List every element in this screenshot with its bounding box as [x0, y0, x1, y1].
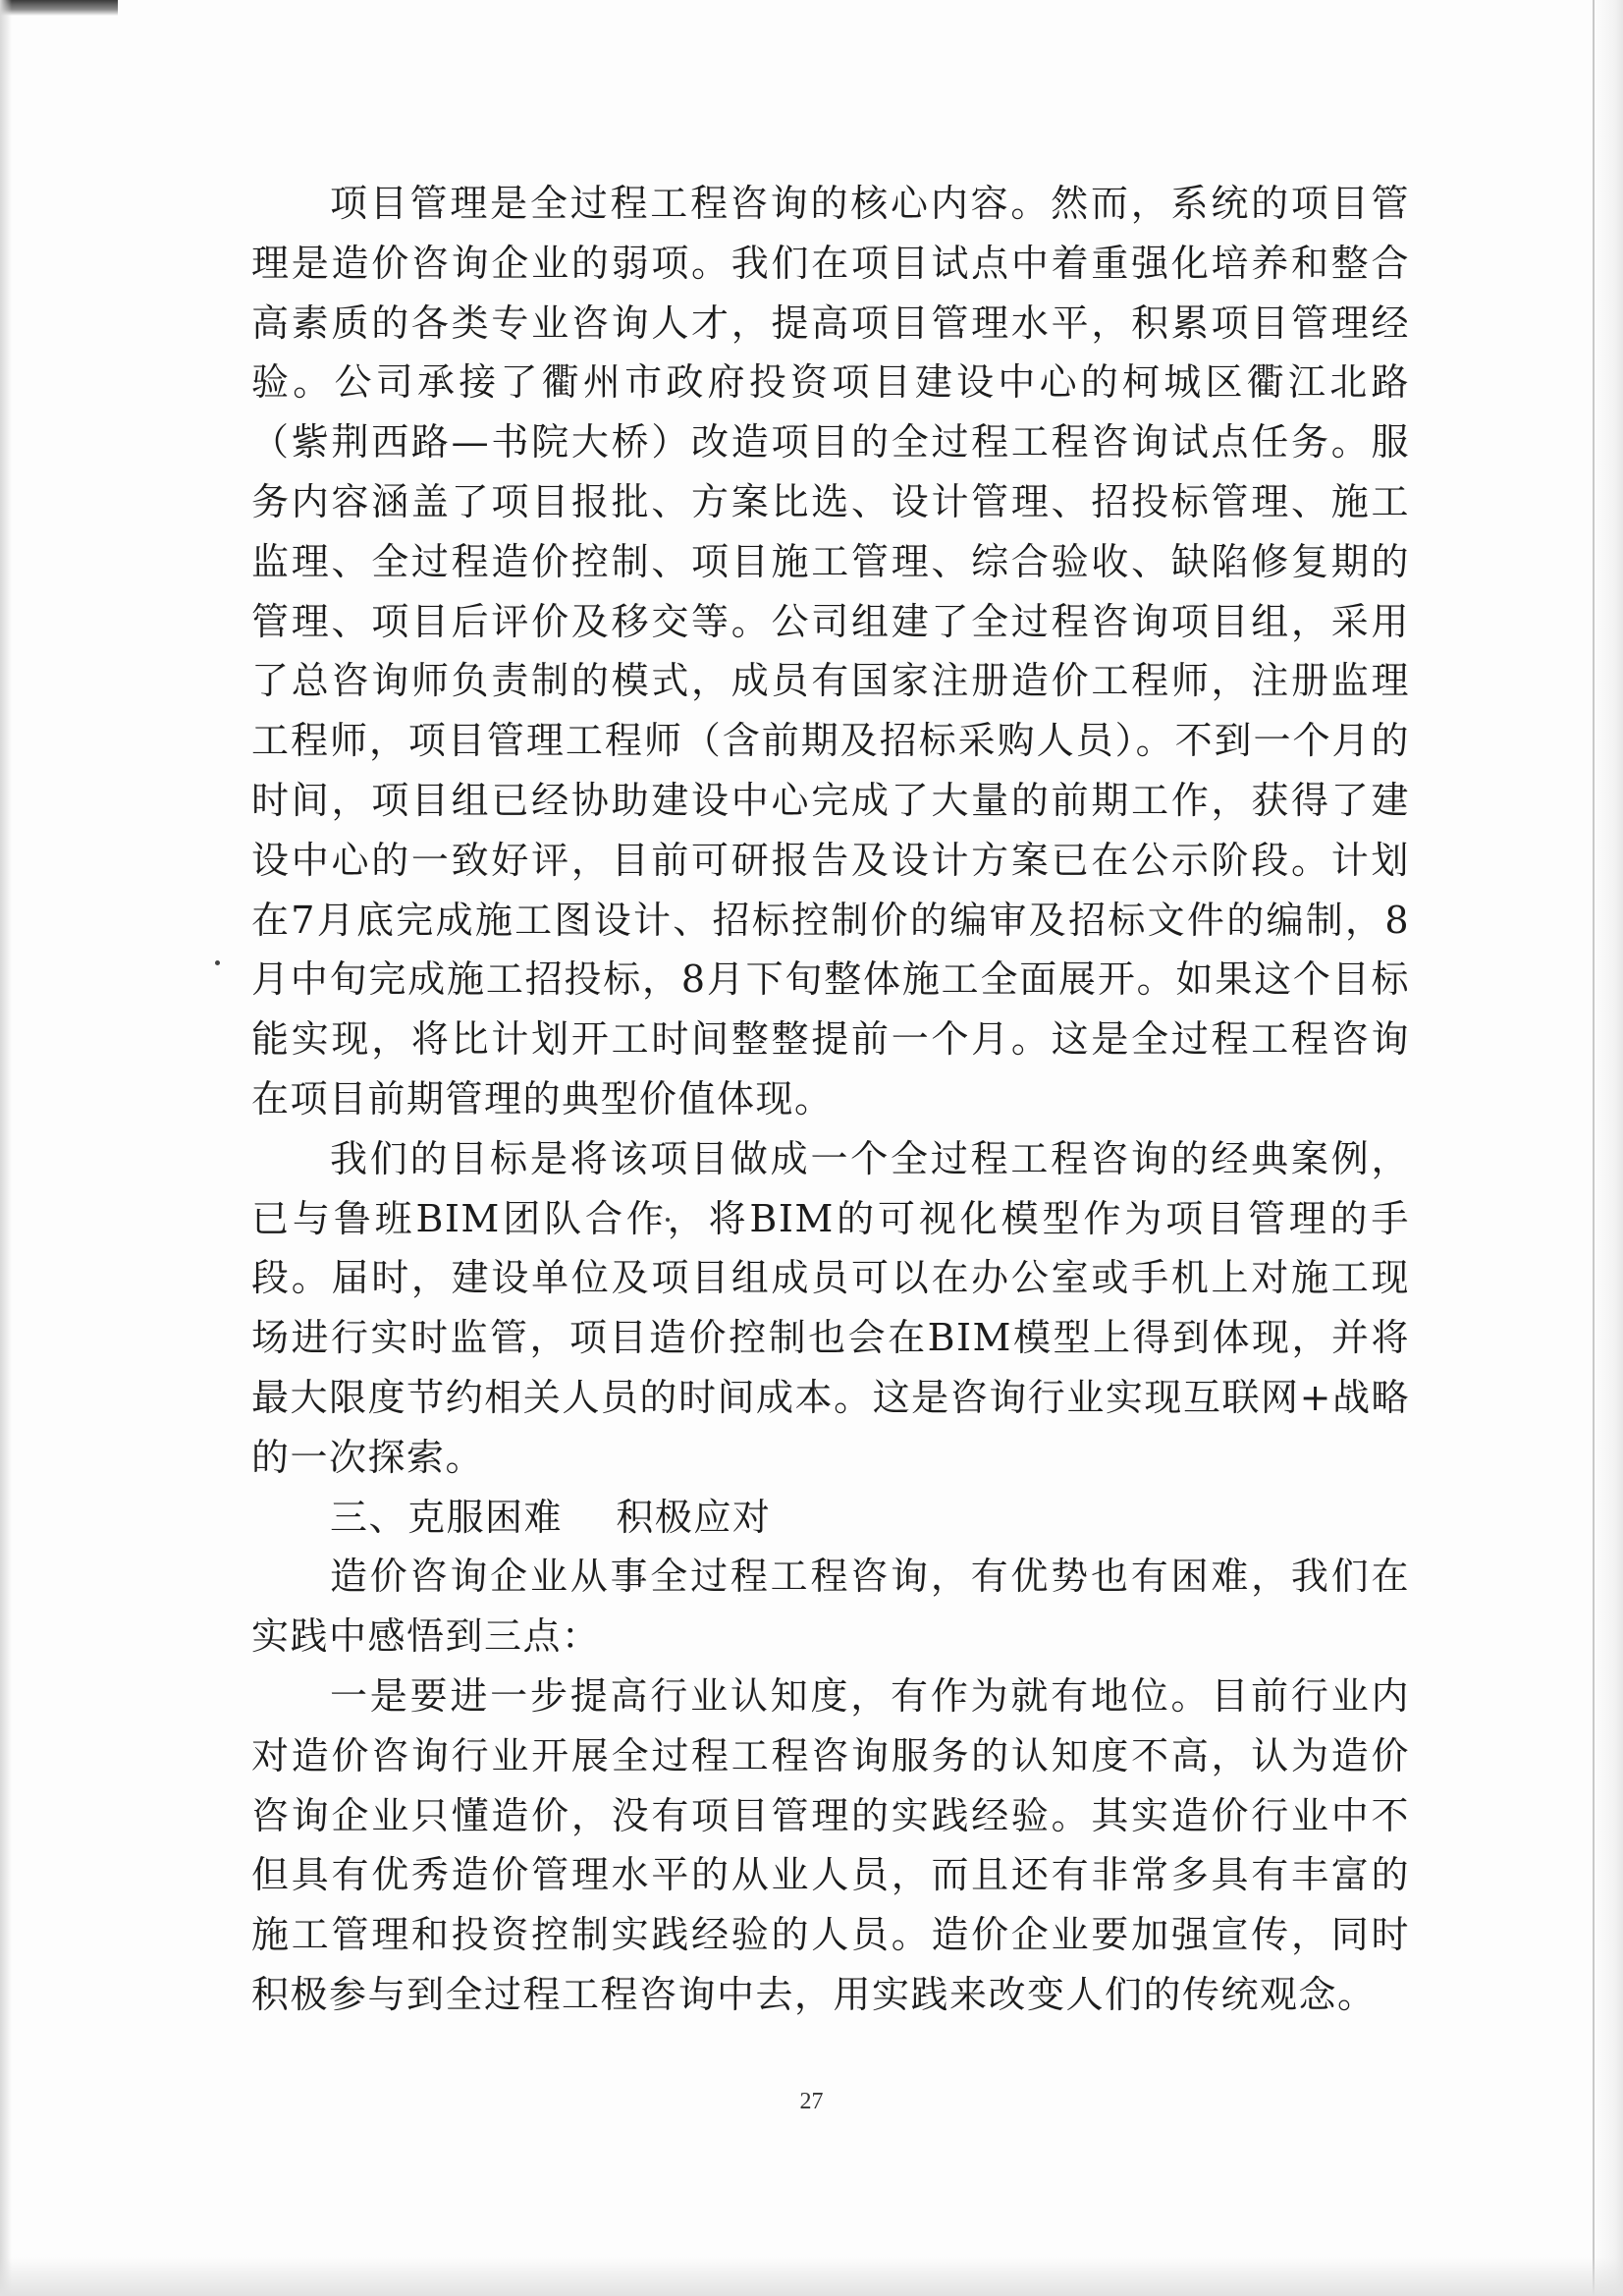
scan-edge-bottom — [0, 2257, 1623, 2296]
scan-edge-left — [0, 0, 12, 2296]
scan-edge-right — [1594, 0, 1623, 2296]
page-number: 27 — [799, 2089, 824, 2114]
scan-speck — [215, 960, 220, 965]
scan-fold-line — [1593, 0, 1595, 2296]
body-text — [251, 174, 1410, 2025]
paragraph-three-points: 造价咨询企业从事全过程工程咨询，有优势也有困难，我们在实践中感悟到三点： — [251, 1555, 1410, 1659]
section-heading: 三、克服困难 积极应对 — [330, 1495, 772, 1539]
paragraph-point-one: 一是要进一步提高行业认知度，有作为就有地位。目前行业内对造价咨询行业开展全过程工程咨询服务的认知度不高，认为造价咨询企业只懂造价，没有项目管理的实践经验。其实造价行业中不但具有优秀造价管理水平的从业人员，而且还有非常多具有丰富的施工管理和投资控制实践经验的人员。造价企业要加强宣传，同时积极参与到全过程工程咨询中去，用实践来改变人们的传统观念。 — [251, 1673, 1410, 2016]
paragraph-bim-goal: 我们的目标是将该项目做成一个全过程工程咨询的经典案例，已与鲁班BIM团队合作，将BIM的可视化模型作为项目管理的手段。届时，建设单位及项目组成员可以在办公室或手机上对施工现场进行实时监管，项目造价控制也会在BIM模型上得到体现，并将最大限度节约相关人员的时间成本。这是咨询行业实现互联网+战略的一次探索。 — [251, 1136, 1410, 1479]
paragraph-project-management: 项目管理是全过程工程咨询的核心内容。然而，系统的项目管理是造价咨询企业的弱项。我们在项目试点中着重强化培养和整合高素质的各类专业咨询人才，提高项目管理水平，积累项目管理经验。公司承接了衢州市政府投资项目建设中心的柯城区衢江北路（紫荆西路—书院大桥）改造项目的全过程工程咨询试点任务。服务内容涵盖了项目报批、方案比选、设计管理、招投标管理、施工监理、全过程造价控制、项目施工管理、综合验收、缺陷修复期的管理、项目后评价及移交等。公司组建了全过程咨询项目组，采用了总咨询师负责制的模式，成员有国家注册造价工程师，注册监理工程师，项目管理工程师（含前期及招标采购人员）。不到一个月的时间，项目组已经协助建设中心完成了大量的前期工作，获得了建设中心的一致好评，目前可研报告及设计方案已在公示阶段。计划在7月底完成施工图设计、招标控制价的编审及招标文件的编制，8月中旬完成施工招投标，8月下旬整体施工全面展开。如果这个目标能实现，将比计划开工时间整整提前一个月。这是全过程工程咨询在项目前期管理的典型价值体现。 — [251, 182, 1410, 1121]
scan-edge-top — [0, 0, 118, 16]
